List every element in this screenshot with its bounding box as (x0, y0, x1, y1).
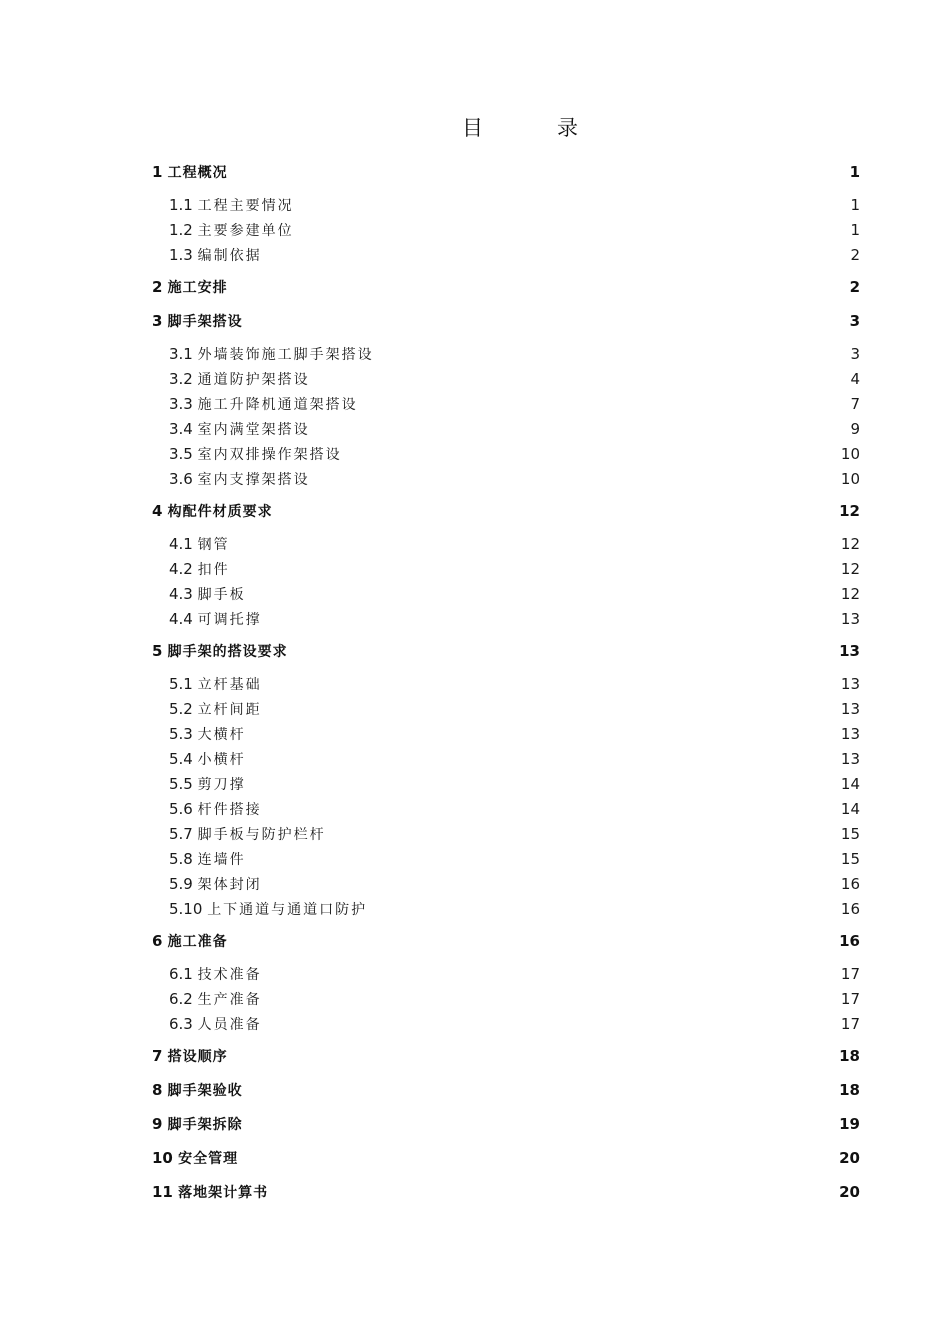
toc-entry-text: 安全管理 (178, 1151, 239, 1167)
toc-entry-number: 5.5 (169, 774, 193, 793)
toc-entry-text: 扣件 (197, 561, 230, 578)
toc-entry-number: 5.4 (169, 749, 193, 768)
toc-subsection-entry[interactable] (152, 961, 860, 986)
toc-entry-label (152, 501, 273, 521)
toc-entry-text: 室内满堂架搭设 (197, 421, 310, 438)
toc-subsection-entry[interactable] (152, 846, 860, 871)
toc-entry-page-number: 18 (839, 1081, 860, 1099)
toc-entry-number: 5.9 (169, 874, 193, 893)
toc-entry-label (169, 609, 262, 629)
toc-entry-label (169, 245, 262, 265)
toc-entry-number: 1 (152, 163, 163, 181)
toc-entry-page-number: 16 (840, 874, 860, 893)
toc-entry-page-number: 16 (840, 899, 860, 918)
toc-title (0, 112, 950, 142)
toc-entry-label (152, 1148, 238, 1168)
toc-entry-number: 5 (152, 642, 163, 660)
toc-entry-text: 构配件材质要求 (167, 504, 273, 520)
toc-entry-page-number: 1 (850, 220, 860, 239)
toc-subsection-entry[interactable] (152, 671, 860, 696)
toc-entry-text: 脚手架验收 (167, 1083, 243, 1099)
toc-entry-text: 编制依据 (197, 247, 262, 264)
toc-entry-text: 脚手架的搭设要求 (167, 644, 288, 660)
toc-entry-label (169, 559, 230, 579)
toc-entry-number: 4 (152, 502, 163, 520)
toc-entry-label (169, 344, 374, 364)
toc-entry-page-number: 1 (849, 163, 860, 181)
toc-entry-text: 工程主要情况 (197, 197, 294, 214)
toc-entry-page-number: 13 (839, 642, 860, 660)
toc-entry-label (169, 699, 262, 719)
toc-subsection-entry[interactable] (152, 217, 860, 242)
toc-entry-page-number: 15 (840, 849, 860, 868)
toc-entry-page-number: 20 (839, 1149, 860, 1167)
toc-entry-text: 剪刀撑 (197, 776, 246, 793)
toc-entry-page-number: 20 (839, 1183, 860, 1201)
toc-entry-page-number: 13 (840, 674, 860, 693)
toc-entry-text: 技术准备 (197, 966, 262, 983)
toc-entry-label (169, 849, 246, 869)
toc-subsection-entry[interactable] (152, 821, 860, 846)
toc-section-entry[interactable] (152, 307, 860, 335)
toc-entry-number: 5.2 (169, 699, 193, 718)
toc-subsection-entry[interactable] (152, 986, 860, 1011)
toc-section-entry[interactable] (152, 637, 860, 665)
toc-section-entry[interactable] (152, 1076, 860, 1104)
toc-entry-label (169, 584, 246, 604)
toc-entry-page-number: 12 (840, 534, 860, 553)
toc-entry-text: 大横杆 (197, 726, 246, 743)
toc-entry-page-number: 10 (840, 469, 860, 488)
toc-entry-number: 3 (152, 312, 163, 330)
toc-entry-number: 7 (152, 1047, 163, 1065)
toc-entry-text: 室内支撑架搭设 (197, 471, 310, 488)
toc-entry-number: 5.10 (169, 899, 203, 918)
toc-entry-text: 生产准备 (197, 991, 262, 1008)
toc-entry-text: 立杆基础 (197, 676, 262, 693)
toc-entry-text: 连墙件 (197, 851, 246, 868)
toc-subsection-entry[interactable] (152, 746, 860, 771)
toc-entry-number: 4.4 (169, 609, 193, 628)
toc-entry-label (169, 195, 294, 215)
toc-entry-number: 4.3 (169, 584, 193, 603)
toc-entry-page-number: 3 (849, 312, 860, 330)
toc-entry-page-number: 13 (840, 724, 860, 743)
toc-entry-number: 9 (152, 1115, 163, 1133)
toc-entry-number: 3.2 (169, 369, 193, 388)
toc-entry-number: 4.2 (169, 559, 193, 578)
toc-entry-number: 8 (152, 1081, 163, 1099)
toc-entry-label (169, 899, 367, 919)
toc-entry-text: 上下通道与通道口防护 (207, 901, 368, 918)
toc-entry-number: 3.5 (169, 444, 193, 463)
toc-entry-page-number: 16 (839, 932, 860, 950)
toc-entry-text: 人员准备 (197, 1016, 262, 1033)
toc-entry-number: 1.1 (169, 195, 193, 214)
toc-entry-text: 钢管 (197, 536, 230, 553)
toc-entry-page-number: 18 (839, 1047, 860, 1065)
toc-section-entry[interactable] (152, 1144, 860, 1172)
toc-entry-label (169, 964, 262, 984)
toc-entry-page-number: 15 (840, 824, 860, 843)
toc-entry-number: 1.2 (169, 220, 193, 239)
toc-entry-text: 脚手板 (197, 586, 246, 603)
toc-entry-label (169, 724, 246, 744)
toc-section-entry[interactable] (152, 1178, 860, 1206)
toc-subsection-entry[interactable] (152, 341, 860, 366)
toc-entry-page-number: 9 (850, 419, 860, 438)
toc-entry-label (152, 311, 243, 331)
toc-entry-page-number: 13 (840, 699, 860, 718)
toc-entry-text: 脚手架搭设 (167, 314, 243, 330)
toc-subsection-entry[interactable] (152, 606, 860, 631)
toc-section-entry[interactable] (152, 158, 860, 186)
toc-subsection-entry[interactable] (152, 466, 860, 491)
toc-entry-text: 主要参建单位 (197, 222, 294, 239)
toc-entry-page-number: 7 (850, 394, 860, 413)
toc-entry-page-number: 3 (850, 344, 860, 363)
toc-subsection-entry[interactable] (152, 871, 860, 896)
toc-entry-page-number: 17 (840, 1014, 860, 1033)
toc-entry-page-number: 13 (840, 749, 860, 768)
toc-entry-number: 5.1 (169, 674, 193, 693)
toc-entry-number: 6.1 (169, 964, 193, 983)
toc-entry-page-number: 14 (840, 774, 860, 793)
toc-entry-number: 5.3 (169, 724, 193, 743)
toc-entry-label (169, 419, 310, 439)
toc-entry-page-number: 4 (850, 369, 860, 388)
toc-subsection-entry[interactable] (152, 531, 860, 556)
toc-entry-text: 通道防护架搭设 (197, 371, 310, 388)
toc-entry-label (152, 1080, 243, 1100)
toc-entry-label (152, 162, 228, 182)
toc-subsection-entry[interactable] (152, 391, 860, 416)
toc-entry-label (169, 799, 262, 819)
toc-entry-number: 3.4 (169, 419, 193, 438)
toc-entry-number: 11 (152, 1183, 173, 1201)
toc-entry-page-number: 12 (839, 502, 860, 520)
toc-entry-label (169, 1014, 262, 1034)
toc-entry-label (152, 1046, 228, 1066)
toc-entry-page-number: 12 (840, 559, 860, 578)
toc-entry-label (169, 749, 246, 769)
toc-entry-number: 3.3 (169, 394, 193, 413)
toc-entry-label (169, 444, 342, 464)
toc-entry-text: 杆件搭接 (197, 801, 262, 818)
toc-subsection-entry[interactable] (152, 366, 860, 391)
toc-entry-text: 外墙装饰施工脚手架搭设 (197, 346, 374, 363)
toc-subsection-entry[interactable] (152, 581, 860, 606)
toc-entry-number: 3.6 (169, 469, 193, 488)
toc-entry-text: 落地架计算书 (178, 1185, 269, 1201)
toc-entry-number: 6.2 (169, 989, 193, 1008)
toc-entry-label (152, 1114, 243, 1134)
toc-entry-text: 搭设顺序 (167, 1049, 228, 1065)
toc-entry-text: 立杆间距 (197, 701, 262, 718)
toc-section-entry[interactable] (152, 273, 860, 301)
toc-section-entry[interactable] (152, 927, 860, 955)
toc-entry-page-number: 13 (840, 609, 860, 628)
toc-entry-text: 可调托撑 (197, 611, 262, 628)
toc-entry-label (169, 774, 246, 794)
toc-section-entry[interactable] (152, 1110, 860, 1138)
toc-entry-label (169, 369, 310, 389)
toc-entry-label (169, 220, 294, 240)
toc-entry-page-number: 17 (840, 964, 860, 983)
toc-subsection-entry[interactable] (152, 1011, 860, 1036)
table-of-contents (152, 158, 860, 1212)
toc-entry-text: 脚手架拆除 (167, 1117, 243, 1133)
toc-entry-number: 1.3 (169, 245, 193, 264)
toc-entry-page-number: 1 (850, 195, 860, 214)
toc-section-entry[interactable] (152, 497, 860, 525)
toc-entry-label (152, 277, 228, 297)
toc-title-right: 录 (557, 116, 578, 140)
toc-entry-text: 工程概况 (167, 165, 228, 181)
toc-entry-text: 施工安排 (167, 280, 228, 296)
toc-entry-label (152, 931, 228, 951)
toc-entry-text: 施工升降机通道架搭设 (197, 396, 358, 413)
toc-entry-number: 3.1 (169, 344, 193, 363)
toc-entry-text: 脚手板与防护栏杆 (197, 826, 326, 843)
toc-entry-page-number: 2 (849, 278, 860, 296)
toc-entry-page-number: 10 (840, 444, 860, 463)
toc-section-entry[interactable] (152, 1042, 860, 1070)
toc-entry-label (169, 989, 262, 1009)
toc-entry-page-number: 19 (839, 1115, 860, 1133)
toc-entry-label (152, 1182, 268, 1202)
toc-entry-number: 5.6 (169, 799, 193, 818)
toc-subsection-entry[interactable] (152, 416, 860, 441)
toc-entry-number: 5.8 (169, 849, 193, 868)
toc-title-left: 目 (462, 116, 483, 140)
toc-entry-label (169, 674, 262, 694)
toc-entry-number: 5.7 (169, 824, 193, 843)
toc-entry-page-number: 17 (840, 989, 860, 1008)
toc-entry-text: 施工准备 (167, 934, 228, 950)
toc-entry-number: 4.1 (169, 534, 193, 553)
toc-entry-page-number: 2 (850, 245, 860, 264)
toc-subsection-entry[interactable] (152, 192, 860, 217)
toc-entry-label (169, 469, 310, 489)
toc-entry-page-number: 12 (840, 584, 860, 603)
toc-subsection-entry[interactable] (152, 896, 860, 921)
toc-subsection-entry[interactable] (152, 441, 860, 466)
toc-entry-label (169, 534, 230, 554)
toc-entry-number: 6.3 (169, 1014, 193, 1033)
toc-subsection-entry[interactable] (152, 721, 860, 746)
toc-subsection-entry[interactable] (152, 796, 860, 821)
toc-entry-label (169, 824, 326, 844)
toc-entry-number: 2 (152, 278, 163, 296)
toc-subsection-entry[interactable] (152, 771, 860, 796)
toc-entry-label (152, 641, 288, 661)
toc-entry-label (169, 874, 262, 894)
toc-entry-label (169, 394, 358, 414)
toc-subsection-entry[interactable] (152, 556, 860, 581)
toc-entry-text: 室内双排操作架搭设 (197, 446, 342, 463)
toc-entry-text: 小横杆 (197, 751, 246, 768)
toc-entry-page-number: 14 (840, 799, 860, 818)
toc-subsection-entry[interactable] (152, 696, 860, 721)
toc-subsection-entry[interactable] (152, 242, 860, 267)
toc-entry-number: 10 (152, 1149, 173, 1167)
toc-entry-number: 6 (152, 932, 163, 950)
toc-entry-text: 架体封闭 (197, 876, 262, 893)
